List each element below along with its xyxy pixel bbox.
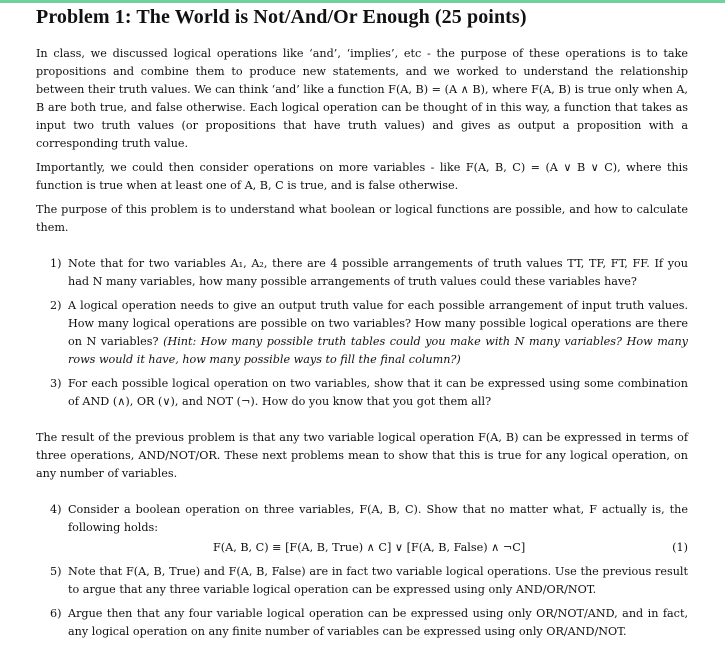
- intro-paragraph-1: In class, we discussed logical operations like ‘and’, ‘implies’, etc - the purpose of these operations is to take propositions and combine them to produce new statements, and we worked to understand the relationship between their truth values. We can think ‘and’ like a function F(A, B) = (A ∧ B), where F(A, B) is true only when A, B are both true, and false otherwise. Each logical operation can be thought of in this way, a function that takes as input two truth values (or propositions that have truth values) and gives as output a proposition with a corresponding truth value.: [36, 47, 688, 150]
- question-number: 2): [50, 299, 62, 312]
- question-text: For each possible logical operation on two variables, show that it can be expressed using some combination of AND (∧), OR (∨), and NOT (¬). How do you know that you got them all?: [68, 377, 688, 408]
- problem-title: Problem 1: The World is Not/And/Or Enough (25 points): [36, 6, 527, 28]
- question-1: [36, 255, 688, 291]
- intro-paragraph-3: The purpose of this problem is to understand what boolean or logical functions are possible, and how to calculate them.: [36, 203, 688, 234]
- equation-row: [68, 539, 688, 557]
- question-hint: (Hint: How many possible truth tables could you make with N many variables? How many rows would it have, how many possible ways to fill the final column?): [68, 335, 689, 366]
- question-list-a: [36, 255, 688, 411]
- question-number: 4): [50, 503, 62, 516]
- question-6: [36, 605, 688, 641]
- question-3: [36, 375, 688, 411]
- question-5: [36, 563, 688, 599]
- question-4: [36, 501, 688, 557]
- question-text: Argue then that any four variable logical operation can be expressed using only OR/NOT/AND, and in fact, any logical operation on any finite number of variables can be expressed using only OR/AND/NOT.: [68, 607, 688, 638]
- question-list-b: [36, 501, 688, 641]
- question-text: Note that for two variables A₁, A₂, there are 4 possible arrangements of truth values TT, TF, FT, FF. If you had N many variables, how many possible arrangements of truth values could these variables have?: [68, 257, 688, 288]
- question-text: Consider a boolean operation on three variables, F(A, B, C). Show that no matter what, F actually is, the following holds:: [68, 503, 688, 534]
- middle-paragraph: The result of the previous problem is that any two variable logical operation F(A, B) can be expressed in terms of three operations, AND/NOT/OR. These next problems mean to show that this is true for any logical operation, on any number of variables.: [36, 431, 688, 480]
- equation: F(A, B, C) ≡ [F(A, B, True) ∧ C] ∨ [F(A, B, False) ∧ ¬C]: [213, 541, 526, 554]
- top-border: [0, 0, 725, 3]
- question-text: A logical operation needs to give an output truth value for each possible arrangement of input truth values. How many logical operations are possible on two variables? How many possible logical operations are there on N variables?: [68, 299, 688, 348]
- equation-tag: (1): [672, 541, 688, 554]
- question-text: Note that F(A, B, True) and F(A, B, False) are in fact two variable logical operations. Use the previous result to argue that any three variable logical operation can be expressed using only AND/OR/NOT.: [68, 565, 688, 596]
- intro-paragraph-2: Importantly, we could then consider operations on more variables - like F(A, B, C) = (A ∨ B ∨ C), where this function is true when at least one of A, B, C is true, and is false otherwise.: [36, 161, 688, 192]
- question-number: 5): [50, 565, 62, 578]
- document-page: [36, 6, 688, 647]
- question-number: 3): [50, 377, 62, 390]
- question-number: 1): [50, 257, 62, 270]
- question-2: [36, 297, 688, 369]
- question-number: 6): [50, 607, 62, 620]
